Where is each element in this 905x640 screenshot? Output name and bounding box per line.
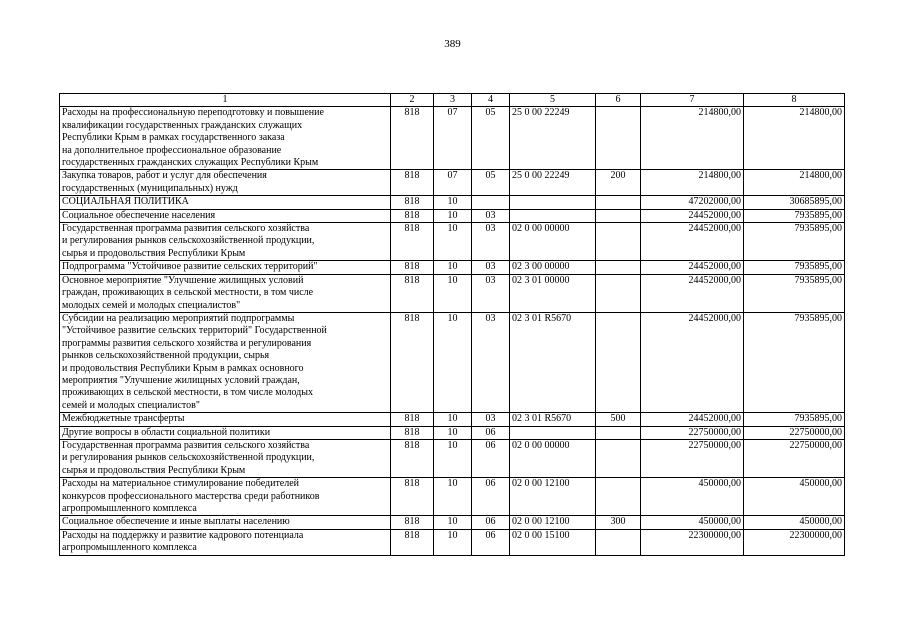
amount-col7-cell: 22750000,00 — [641, 426, 744, 439]
row-name-line: государственных (муниципальных) нужд — [62, 182, 238, 194]
header-cell: 8 — [744, 94, 845, 107]
subsection-code-cell: 06 — [472, 516, 510, 529]
amount-col7-cell: 450000,00 — [641, 478, 744, 516]
amount-col8-cell: 30685895,00 — [744, 196, 845, 209]
ministry-code-cell: 818 — [391, 439, 434, 477]
expense-type-cell — [596, 209, 641, 222]
row-name-line: агропромышленного комплекса — [62, 503, 197, 514]
amount-col8-cell: 7935895,00 — [744, 413, 845, 426]
amount-col7-cell: 214800,00 — [641, 107, 744, 170]
amount-col7-cell: 24452000,00 — [641, 209, 744, 222]
row-name-line: молодых семей и молодых специалистов" — [62, 299, 241, 311]
subsection-code-cell: 03 — [472, 223, 510, 261]
row-name-line: программы развития сельского хозяйства и регулирования — [62, 337, 312, 349]
target-item-cell: 02 0 00 12100 — [510, 516, 596, 529]
amount-col8-cell: 450000,00 — [744, 516, 845, 529]
budget-table — [59, 93, 845, 556]
target-item-cell: 25 0 00 22249 — [510, 170, 596, 196]
row-name-line: Субсидии на реализацию мероприятий подпрограммы — [62, 312, 295, 324]
row-name-cell — [60, 426, 391, 439]
amount-col7-cell: 214800,00 — [641, 170, 744, 196]
row-name-line: государственных гражданских служащих Республики Крым — [62, 157, 319, 169]
row-name-line: Социальное обеспечение населения — [62, 209, 216, 221]
table-row — [60, 529, 845, 555]
row-name-line: СОЦИАЛЬНАЯ ПОЛИТИКА — [62, 196, 189, 208]
subsection-code-cell: 05 — [472, 170, 510, 196]
target-item-cell — [510, 196, 596, 209]
section-code-cell: 10 — [434, 529, 472, 555]
row-name-line: Основное мероприятие "Улучшение жилищных условий — [62, 274, 304, 286]
row-name-line: Государственная программа развития сельского хозяйства — [62, 439, 310, 451]
row-name-cell — [60, 107, 391, 170]
ministry-code-cell: 818 — [391, 209, 434, 222]
header-cell: 1 — [60, 94, 391, 107]
amount-col7-cell: 24452000,00 — [641, 223, 744, 261]
expense-type-cell — [596, 223, 641, 261]
row-name-line: семей и молодых специалистов" — [62, 399, 200, 411]
subsection-code-cell: 03 — [472, 209, 510, 222]
row-name-cell — [60, 170, 391, 196]
expense-type-cell: 200 — [596, 170, 641, 196]
amount-col7-cell: 24452000,00 — [641, 312, 744, 412]
amount-col8-cell: 450000,00 — [744, 478, 845, 516]
ministry-code-cell: 818 — [391, 478, 434, 516]
target-item-cell: 02 3 01 R5670 — [510, 312, 596, 412]
table-row — [60, 261, 845, 274]
ministry-code-cell: 818 — [391, 223, 434, 261]
table-row — [60, 170, 845, 196]
ministry-code-cell: 818 — [391, 170, 434, 196]
section-code-cell: 10 — [434, 196, 472, 209]
row-name-line: мероприятия "Улучшение жилищных условий граждан, — [62, 374, 300, 386]
table-row — [60, 107, 845, 170]
subsection-code-cell: 06 — [472, 478, 510, 516]
header-cell: 7 — [641, 94, 744, 107]
target-item-cell: 02 0 00 00000 — [510, 223, 596, 261]
amount-col8-cell: 22750000,00 — [744, 439, 845, 477]
row-name-line: сырья и продовольствия Республики Крым — [62, 247, 246, 259]
target-item-cell: 02 3 01 00000 — [510, 274, 596, 312]
subsection-code-cell: 03 — [472, 274, 510, 312]
target-item-cell: 02 3 00 00000 — [510, 261, 596, 274]
target-item-cell: 25 0 00 22249 — [510, 107, 596, 170]
amount-col7-cell: 22300000,00 — [641, 529, 744, 555]
table-row — [60, 439, 845, 477]
section-code-cell: 10 — [434, 209, 472, 222]
amount-col8-cell: 214800,00 — [744, 170, 845, 196]
section-code-cell: 10 — [434, 516, 472, 529]
row-name-line: сырья и продовольствия Республики Крым — [62, 464, 246, 476]
expense-type-cell — [596, 196, 641, 209]
ministry-code-cell: 818 — [391, 196, 434, 209]
expense-type-cell — [596, 312, 641, 412]
table-row — [60, 312, 845, 412]
table-row — [60, 209, 845, 222]
row-name-cell — [60, 209, 391, 222]
row-name-cell — [60, 478, 391, 516]
target-item-cell — [510, 426, 596, 439]
row-name-cell — [60, 516, 391, 529]
amount-col8-cell: 7935895,00 — [744, 312, 845, 412]
row-name-line: рынков сельскохозяйственной продукции, сырья — [62, 350, 270, 362]
header-row — [60, 94, 845, 107]
header-cell: 5 — [510, 94, 596, 107]
row-name-cell — [60, 439, 391, 477]
amount-col7-cell: 24452000,00 — [641, 413, 744, 426]
expense-type-cell: 500 — [596, 413, 641, 426]
amount-col8-cell: 22750000,00 — [744, 426, 845, 439]
amount-col7-cell: 22750000,00 — [641, 439, 744, 477]
ministry-code-cell: 818 — [391, 107, 434, 170]
section-code-cell: 10 — [434, 312, 472, 412]
subsection-code-cell: 06 — [472, 426, 510, 439]
row-name-line: агропромышленного комплекса — [62, 542, 197, 554]
subsection-code-cell: 05 — [472, 107, 510, 170]
ministry-code-cell: 818 — [391, 516, 434, 529]
table-row — [60, 274, 845, 312]
subsection-code-cell: 06 — [472, 439, 510, 477]
row-name-cell — [60, 274, 391, 312]
amount-col8-cell: 7935895,00 — [744, 209, 845, 222]
row-name-line: Межбюджетные трансферты — [62, 413, 185, 425]
section-code-cell: 10 — [434, 223, 472, 261]
ministry-code-cell: 818 — [391, 413, 434, 426]
section-code-cell: 07 — [434, 107, 472, 170]
section-code-cell: 10 — [434, 478, 472, 516]
header-cell: 2 — [391, 94, 434, 107]
page-number: 389 — [444, 38, 461, 50]
header-cell: 6 — [596, 94, 641, 107]
row-name-line: Расходы на материальное стимулирование победителей — [62, 478, 300, 490]
subsection-code-cell — [472, 196, 510, 209]
row-name-line: квалификации государственных гражданских служащих — [62, 119, 303, 131]
amount-col8-cell: 7935895,00 — [744, 274, 845, 312]
amount-col8-cell: 22300000,00 — [744, 529, 845, 555]
row-name-line: проживающих в сельской местности, в том числе молодых — [62, 387, 313, 399]
section-code-cell: 10 — [434, 426, 472, 439]
section-code-cell: 10 — [434, 261, 472, 274]
ministry-code-cell: 818 — [391, 426, 434, 439]
row-name-line: граждан, проживающих в сельской местности, в том числе — [62, 287, 314, 299]
row-name-line: "Устойчивое развитие сельских территорий" Государственной — [62, 325, 327, 337]
header-cell: 4 — [472, 94, 510, 107]
ministry-code-cell: 818 — [391, 529, 434, 555]
row-name-line: и регулирования рынков сельскохозяйственной продукции, — [62, 235, 315, 247]
row-name-line: Расходы на поддержку и развитие кадрового потенциала — [62, 529, 304, 541]
target-item-cell: 02 0 00 00000 — [510, 439, 596, 477]
ministry-code-cell: 818 — [391, 312, 434, 412]
table-row — [60, 516, 845, 529]
expense-type-cell — [596, 439, 641, 477]
expense-type-cell — [596, 274, 641, 312]
expense-type-cell — [596, 107, 641, 170]
row-name-line: и продовольствия Республики Крым в рамках основного — [62, 362, 304, 374]
row-name-line: Расходы на профессиональную переподготовку и повышение — [62, 107, 324, 119]
row-name-line: Подпрограмма "Устойчивое развитие сельских территорий" — [62, 261, 318, 273]
target-item-cell: 02 3 01 R5670 — [510, 413, 596, 426]
row-name-cell — [60, 529, 391, 555]
subsection-code-cell: 03 — [472, 413, 510, 426]
row-name-cell — [60, 261, 391, 274]
table-row — [60, 196, 845, 209]
row-name-cell — [60, 312, 391, 412]
expense-type-cell: 300 — [596, 516, 641, 529]
target-item-cell: 02 0 00 15100 — [510, 529, 596, 555]
expense-type-cell — [596, 426, 641, 439]
row-name-line: на дополнительное профессиональное образование — [62, 144, 282, 156]
section-code-cell: 10 — [434, 274, 472, 312]
ministry-code-cell: 818 — [391, 274, 434, 312]
table-row — [60, 223, 845, 261]
row-name-line: Социальное обеспечение и иные выплаты населению — [62, 516, 290, 528]
table-body — [60, 107, 845, 555]
row-name-line: Закупка товаров, работ и услуг для обеспечения — [62, 170, 267, 182]
row-name-cell — [60, 196, 391, 209]
amount-col7-cell: 24452000,00 — [641, 261, 744, 274]
table-row — [60, 478, 845, 516]
expense-type-cell — [596, 529, 641, 555]
row-name-line: Другие вопросы в области социальной политики — [62, 426, 271, 438]
target-item-cell — [510, 209, 596, 222]
amount-col8-cell: 7935895,00 — [744, 223, 845, 261]
amount-col7-cell: 47202000,00 — [641, 196, 744, 209]
table-row — [60, 413, 845, 426]
row-name-line: Республики Крым в рамках государственного заказа — [62, 132, 285, 144]
row-name-line: конкурсов профессионального мастерства среди работников — [62, 490, 320, 502]
row-name-line: Государственная программа развития сельского хозяйства — [62, 223, 310, 235]
expense-type-cell — [596, 478, 641, 516]
amount-col7-cell: 24452000,00 — [641, 274, 744, 312]
expense-type-cell — [596, 261, 641, 274]
subsection-code-cell: 03 — [472, 261, 510, 274]
target-item-cell: 02 0 00 12100 — [510, 478, 596, 516]
ministry-code-cell: 818 — [391, 261, 434, 274]
row-name-cell — [60, 413, 391, 426]
row-name-line: и регулирования рынков сельскохозяйственной продукции, — [62, 452, 315, 464]
table-row — [60, 426, 845, 439]
amount-col7-cell: 450000,00 — [641, 516, 744, 529]
amount-col8-cell: 214800,00 — [744, 107, 845, 170]
row-name-cell — [60, 223, 391, 261]
section-code-cell: 07 — [434, 170, 472, 196]
amount-col8-cell: 7935895,00 — [744, 261, 845, 274]
subsection-code-cell: 06 — [472, 529, 510, 555]
subsection-code-cell: 03 — [472, 312, 510, 412]
section-code-cell: 10 — [434, 439, 472, 477]
header-cell: 3 — [434, 94, 472, 107]
section-code-cell: 10 — [434, 413, 472, 426]
